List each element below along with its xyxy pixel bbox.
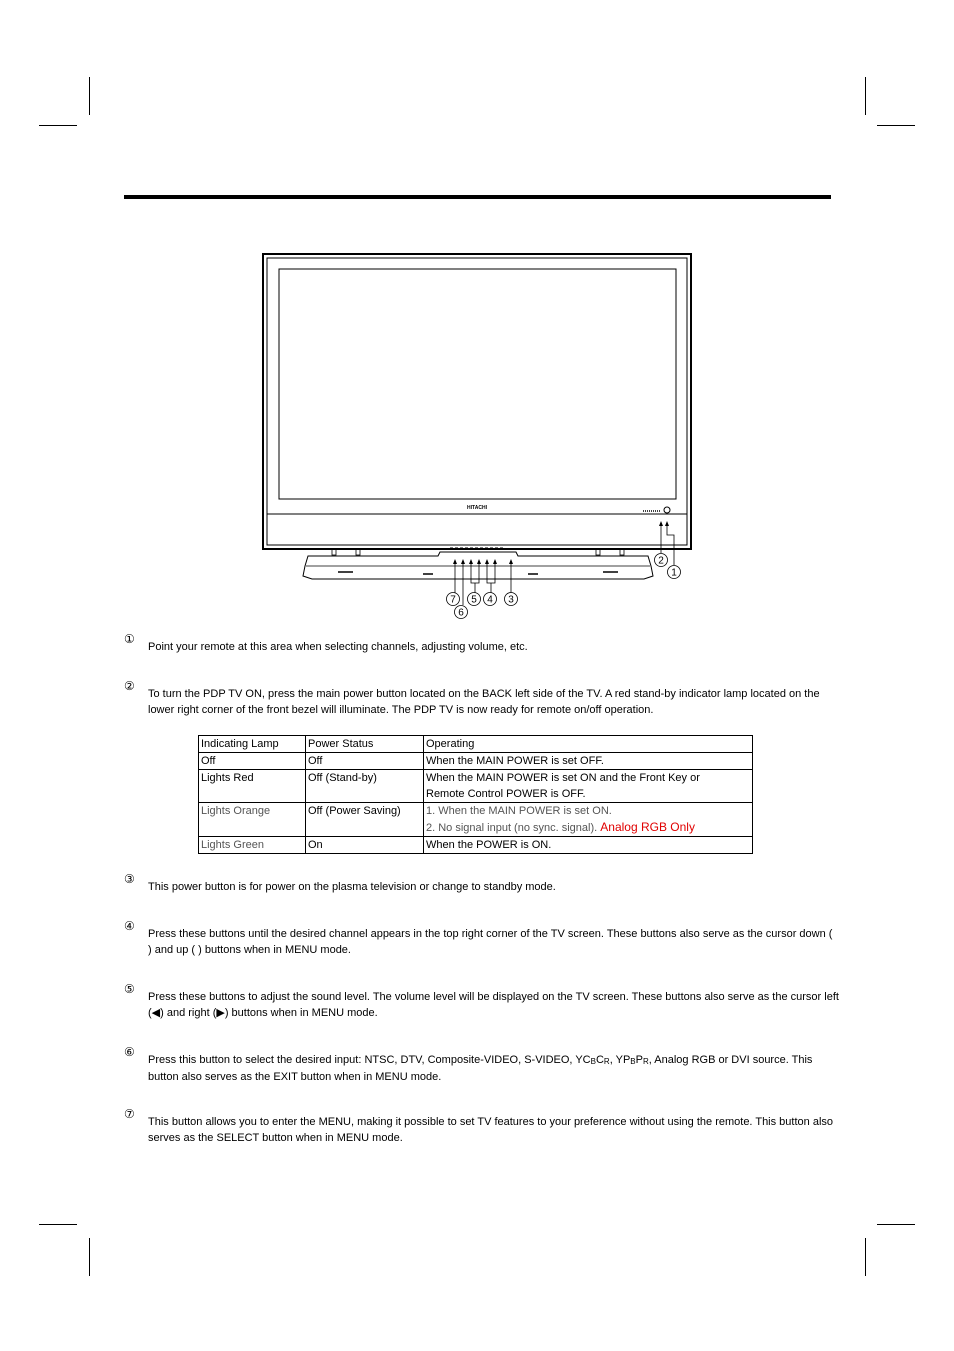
circled-number-2-icon: ②: [124, 679, 135, 693]
analog-rgb-note: Analog RGB Only: [600, 820, 695, 834]
table-row: [199, 837, 753, 854]
table-header: Operating: [424, 736, 753, 753]
callout-6: 6: [458, 607, 464, 619]
table-cell-text: 2. No signal input (no sync. signal).: [426, 822, 598, 834]
table-cell: Lights Red: [199, 770, 306, 803]
circled-number-1-icon: ①: [124, 632, 135, 646]
table-cell: Lights Green: [199, 837, 306, 854]
tv-front-diagram: [258, 250, 698, 622]
circled-number-5-icon: ⑤: [124, 982, 135, 996]
callout-3: 3: [508, 594, 514, 606]
crop-mark: [865, 77, 866, 115]
table-cell: Lights Orange: [199, 803, 306, 837]
table-header: Power Status: [306, 736, 424, 753]
callout-5: 5: [471, 594, 477, 606]
crop-mark: [89, 77, 90, 115]
table-cell: Off (Stand-by): [306, 770, 424, 803]
table-cell: Off (Power Saving): [306, 803, 424, 837]
table-cell: Off: [199, 753, 306, 770]
section-6: [124, 1045, 839, 1085]
table-header-row: [199, 736, 753, 753]
section-3: [124, 872, 839, 896]
table-cell: When the POWER is ON.: [424, 837, 753, 854]
circled-number-3-icon: ③: [124, 872, 135, 886]
table-row: [199, 803, 753, 837]
table-row: [199, 770, 753, 803]
crop-mark: [39, 1224, 77, 1225]
callout-7: 7: [450, 594, 456, 606]
table-cell-line: 1. When the MAIN POWER is set ON.: [426, 805, 612, 817]
section-5: [124, 982, 839, 1021]
circled-number-6-icon: ⑥: [124, 1045, 135, 1059]
section-6-text: Press this button to select the desired input: NTSC, DTV, Composite-VIDEO, S-VIDEO, $YC_BC_R$, $YP_BP_R$, Analog RGB or DVI source. This button also serves as the EXIT button when in MENU mode.: [148, 1054, 813, 1083]
crop-mark: [877, 125, 915, 126]
table-cell-line: Remote Control POWER is OFF.: [426, 788, 586, 800]
brand-logo: HITACHI: [467, 505, 487, 511]
section-4: [124, 919, 839, 958]
circled-number-7-icon: ⑦: [124, 1107, 135, 1121]
section-1-text: Point your remote at this area when selecting channels, adjusting volume, etc.: [148, 641, 528, 653]
table-cell: [424, 803, 753, 837]
section-5-text: Press these buttons to adjust the sound level. The volume level will be displayed on the TV screen. These buttons also serve as the cursor left (◀) and right (▶) buttons when in MENU mode.: [148, 991, 839, 1019]
indicator-lamp-table: [198, 735, 753, 854]
crop-mark: [877, 1224, 915, 1225]
table-row: [199, 753, 753, 770]
table-cell: When the MAIN POWER is set OFF.: [424, 753, 753, 770]
section-3-text: This power button is for power on the plasma television or change to standby mode.: [148, 881, 556, 893]
table-cell: Off: [306, 753, 424, 770]
section-2: [124, 679, 839, 718]
table-cell-line: When the MAIN POWER is set ON and the Front Key or: [426, 772, 700, 784]
table-header: Indicating Lamp: [199, 736, 306, 753]
crop-mark: [89, 1238, 90, 1276]
section-7: [124, 1107, 839, 1146]
callout-1: 1: [671, 567, 677, 579]
crop-mark: [865, 1238, 866, 1276]
crop-mark: [39, 125, 77, 126]
section-4-text: Press these buttons until the desired channel appears in the top right corner of the TV screen. These buttons also serve as the cursor down ( ) and up ( ) buttons when in MENU mode.: [148, 928, 833, 956]
callout-4: 4: [487, 594, 493, 606]
section-2-text: To turn the PDP TV ON, press the main power button located on the BACK left side of the TV. A red stand-by indicator lamp located on the lower right corner of the front bezel will illuminate. The PDP TV is now ready for remote on/off operation.: [148, 688, 820, 716]
table-cell: On: [306, 837, 424, 854]
section-1: [124, 632, 839, 656]
table-cell: [424, 770, 753, 803]
callout-2: 2: [658, 555, 664, 567]
section-7-text: This button allows you to enter the MENU, making it possible to set TV features to your preference without using the remote. This button also serves as the SELECT button when in MENU mode.: [148, 1116, 834, 1144]
header-rule: [124, 195, 831, 199]
table-cell-line: [426, 819, 750, 836]
circled-number-4-icon: ④: [124, 919, 135, 933]
